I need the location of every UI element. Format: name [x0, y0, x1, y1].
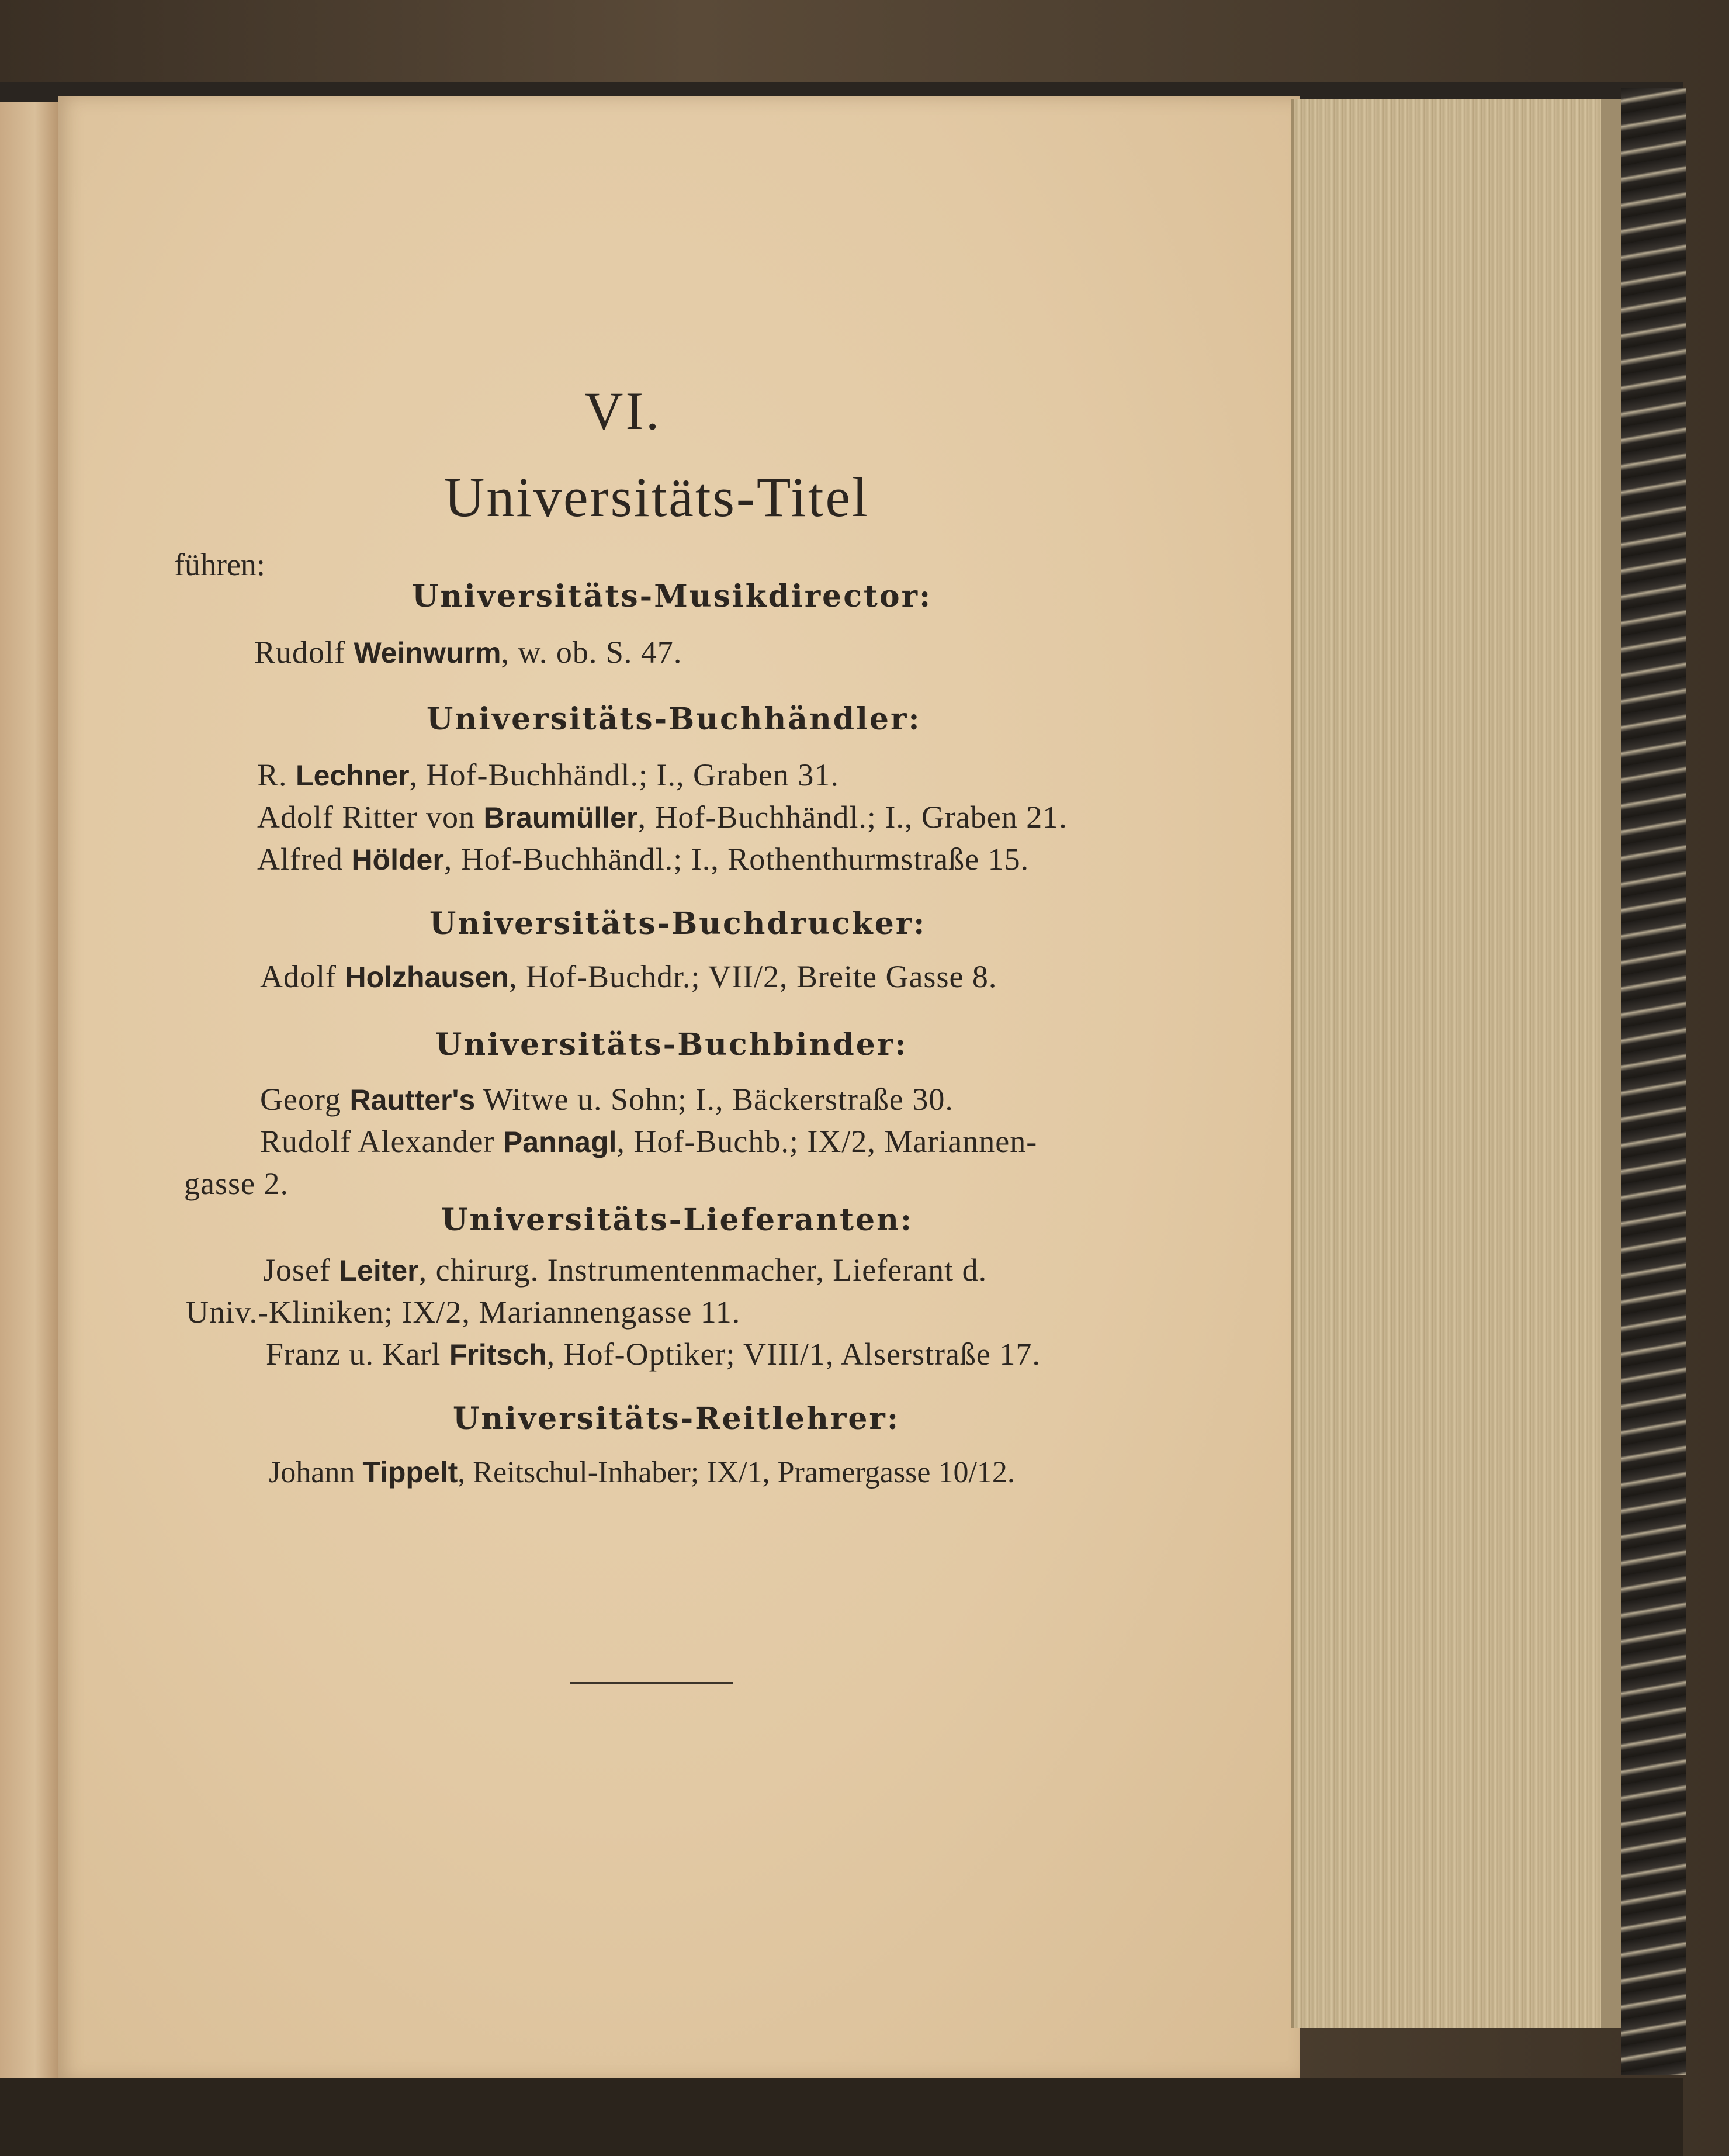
entry-name: Holzhausen: [345, 961, 510, 994]
entry-name: Hölder: [351, 843, 444, 876]
lead-text: führen:: [174, 547, 265, 582]
entry-line: R. Lechner, Hof-Buchhändl.; I., Graben 31.: [257, 757, 839, 793]
entry-line: Georg Rautter's Witwe u. Sohn; I., Bäckerstraße 30.: [260, 1082, 954, 1117]
chapter-title: Universitäts-Titel: [444, 466, 869, 528]
chapter-numeral: VI.: [584, 381, 662, 441]
entry-continuation: Univ.-Kliniken; IX/2, Mariannengasse 11.: [186, 1295, 741, 1330]
entry-name: Weinwurm: [354, 636, 501, 669]
entry-name: Tippelt: [362, 1456, 458, 1489]
entry-line: Rudolf Alexander Pannagl, Hof-Buchb.; IX/2, Mariannen-: [260, 1124, 1038, 1159]
section-heading: Universitäts-Buchbinder:: [435, 1027, 908, 1063]
entry-line: Rudolf Weinwurm, w. ob. S. 47.: [254, 635, 682, 670]
entry-name: Pannagl: [503, 1126, 617, 1158]
section-heading: Universitäts-Reitlehrer:: [453, 1401, 900, 1437]
entry-continuation: gasse 2.: [184, 1166, 289, 1201]
entry-name: Lechner: [296, 759, 410, 792]
closing-rule: [570, 1682, 733, 1684]
entry-line: Josef Leiter, chirurg. Instrumentenmacher, Lieferant d.: [263, 1252, 987, 1288]
entry-line: Alfred Hölder, Hof-Buchhändl.; I., Rothenthurmstraße 15.: [257, 842, 1030, 877]
entry-name: Leiter: [339, 1254, 419, 1287]
entry-name: Fritsch: [449, 1338, 547, 1371]
entry-name: Braumüller: [483, 801, 638, 834]
section-heading: Universitäts-Musikdirector:: [412, 579, 933, 614]
entry-line: Adolf Holzhausen, Hof-Buchdr.; VII/2, Breite Gasse 8.: [260, 959, 997, 994]
section-heading: Universitäts-Lieferanten:: [441, 1202, 914, 1238]
entry-line: Franz u. Karl Fritsch, Hof-Optiker; VIII/1, Alserstraße 17.: [266, 1337, 1041, 1372]
entry-line: Adolf Ritter von Braumüller, Hof-Buchhändl.; I., Graben 21.: [257, 800, 1068, 835]
section-heading: Universitäts-Buchdrucker:: [429, 906, 927, 942]
entry-name: Rautter's: [349, 1084, 476, 1116]
section-heading: Universitäts-Buchhändler:: [427, 701, 921, 737]
entry-line: Johann Tippelt, Reitschul-Inhaber; IX/1, Pramergasse 10/12.: [269, 1456, 1015, 1489]
